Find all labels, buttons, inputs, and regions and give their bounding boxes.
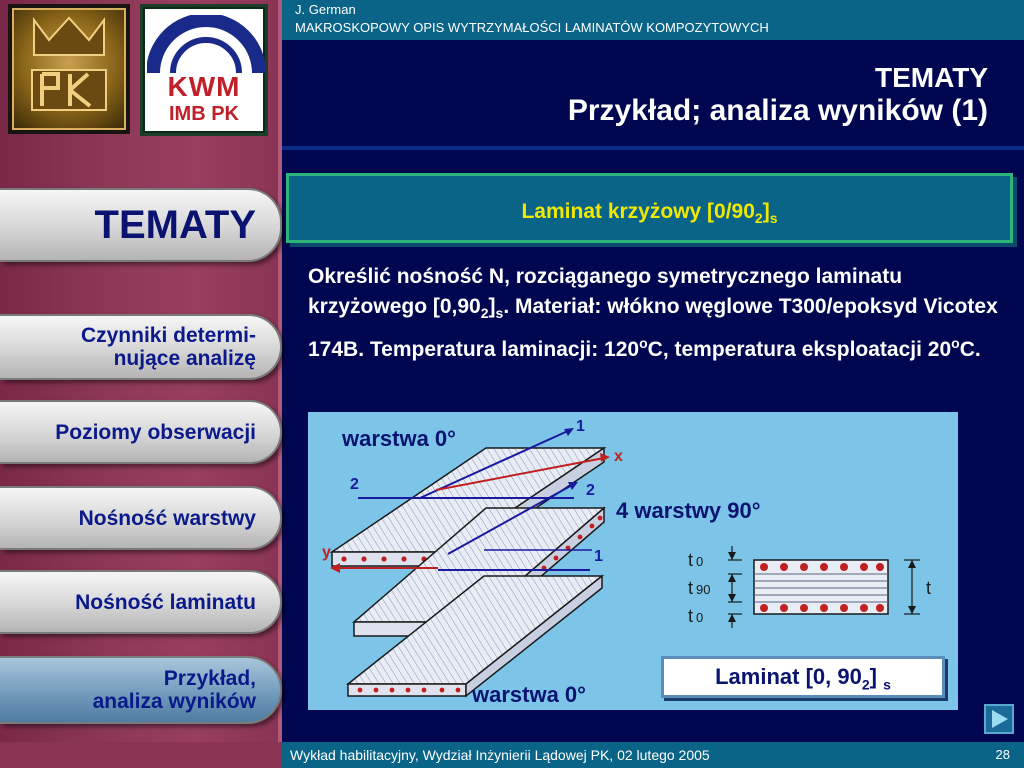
imb-pk-text: IMB PK [169, 103, 239, 125]
problem-text-4: C. [959, 338, 981, 362]
t0-top-sub: 0 [696, 554, 704, 569]
thickness-t0-top [688, 550, 703, 571]
kwm-text: KWM [167, 71, 241, 102]
thickness-t0-bottom [688, 606, 703, 627]
topic-heading [289, 200, 1010, 226]
nav-nosnosc-warstwy-label: Nośność warstwy [78, 506, 256, 530]
t90-symbol: t [688, 578, 694, 598]
nav-tematy-label: TEMATY [94, 202, 256, 247]
t0-bottom-sub: 0 [696, 610, 704, 625]
label-top-layer: warstwa 0° [342, 426, 456, 451]
problem-degree-2: o [951, 335, 960, 352]
nav-czynniki-line1: Czynniki determi- [80, 324, 256, 347]
pk-emblem [12, 8, 126, 130]
nav-czynniki-line2: nujące analizę [113, 347, 256, 370]
problem-statement [308, 262, 998, 365]
nav-poziomy-label: Poziomy obserwacji [55, 420, 256, 444]
nav-czynniki-label [81, 324, 256, 370]
kwm-emblem [143, 7, 265, 133]
next-slide-button[interactable] [984, 704, 1014, 734]
label-mid-layers: 4 warstwy 90° [616, 498, 761, 523]
nav-przyklad-line1: Przykład, [163, 667, 256, 690]
pk-emblem-icon [14, 10, 124, 128]
problem-sub-s: s [495, 305, 504, 322]
header-course-title: MAKROSKOPOWY OPIS WYTRZYMAŁOŚCI LAMINATÓW KOMPOZYTOWYCH [295, 20, 769, 35]
page-number: 28 [995, 747, 1010, 762]
axis-x-label: x [614, 448, 623, 465]
result-sub: 2 [861, 676, 870, 693]
problem-sub-2: 2 [480, 305, 489, 322]
thickness-t-total: t [926, 578, 932, 598]
axis-2-left-label: 2 [350, 476, 359, 493]
problem-degree-1: o [639, 335, 648, 352]
topic-sub-s: s [769, 210, 778, 227]
axis-2-right-label: 2 [586, 482, 595, 499]
nav-poziomy[interactable] [0, 400, 282, 464]
result-label [661, 656, 945, 698]
nav-nosnosc-laminatu[interactable] [0, 570, 282, 634]
axis-1-bottom-label: 1 [594, 548, 603, 565]
problem-close: ] [488, 295, 496, 318]
topic-sub: 2 [754, 210, 763, 227]
nav-przyklad-line2: analiza wyników [92, 690, 256, 713]
kwm-logo [140, 4, 268, 136]
label-bottom-layer: warstwa 0° [472, 682, 586, 707]
axis-y-label: y [322, 544, 331, 561]
result-close: ] [869, 664, 884, 689]
axis-x-arrow [600, 453, 610, 462]
header-author: J. German [295, 2, 356, 17]
nav-przyklad-label [93, 667, 256, 713]
footer-text: Wykład habilitacyjny, Wydział Inżynierii Lądowej PK, 02 lutego 2005 [290, 747, 710, 763]
topic-close: ] [762, 200, 770, 223]
nav-nosnosc-laminatu-label: Nośność laminatu [75, 590, 256, 614]
sidebar-footer [0, 742, 282, 768]
nav-przyklad[interactable] [0, 656, 282, 724]
problem-text-1: Określić nośność N, rozciąganego symetrycznego laminatu krzyżowego [0,90 [308, 265, 903, 318]
nav-tematy[interactable] [0, 188, 282, 262]
t0-top-symbol: t [688, 550, 694, 570]
title-divider [282, 146, 1024, 150]
slide-title: TEMATY [874, 62, 988, 93]
kwm-arch-icon [147, 15, 265, 75]
sidebar-divider [278, 0, 282, 768]
t90-sub: 90 [696, 582, 711, 597]
t0-bottom-symbol: t [688, 606, 694, 626]
topic-bar [286, 173, 1013, 243]
result-prefix: Laminat [0, 90 [715, 664, 862, 689]
problem-text-3: C, temperatura eksploatacji 20 [647, 338, 952, 362]
slide-subtitle: Przykład; analiza wyników (1) [567, 94, 988, 127]
result-sub-s: s [883, 676, 891, 693]
thickness-t90 [688, 578, 710, 599]
problem-text-2: . Materiał: włókno węglowe T300/epoksyd Vicotex 174B. Temperatura laminacji: 120 [308, 295, 998, 362]
play-arrow-icon [986, 706, 1012, 732]
nav-czynniki[interactable] [0, 314, 282, 380]
topic-prefix: Laminat krzyżowy [0/90 [521, 200, 755, 223]
axis-1-top-label: 1 [576, 418, 585, 435]
nav-nosnosc-warstwy[interactable] [0, 486, 282, 550]
pk-logo [8, 4, 130, 134]
